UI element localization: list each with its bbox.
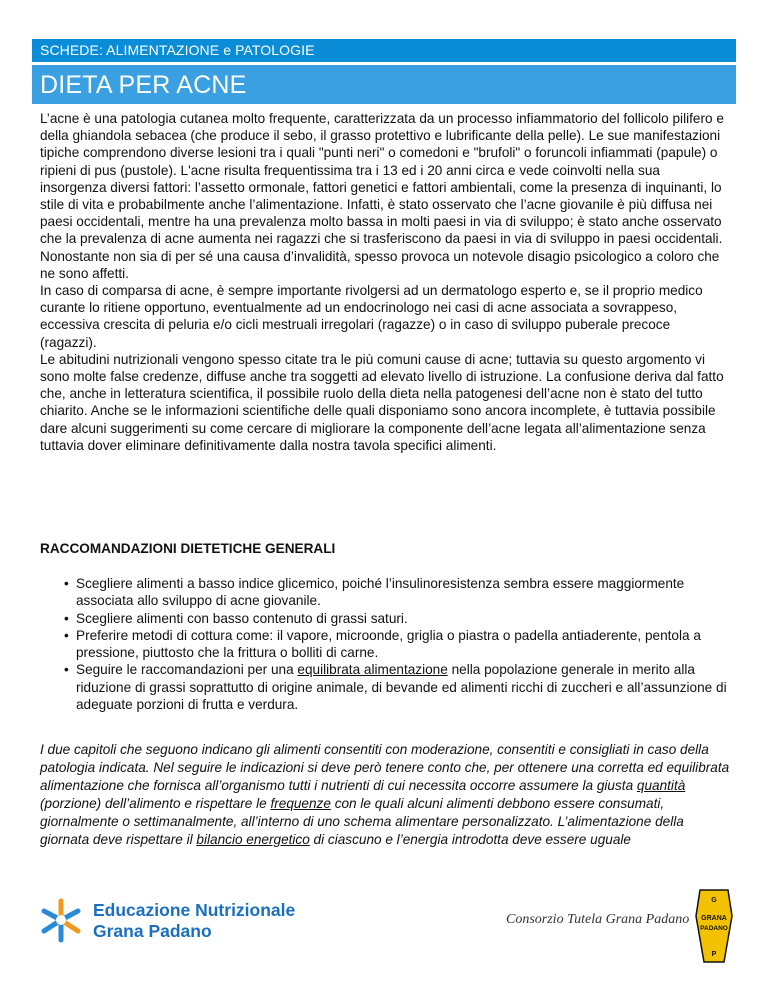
section-title: RACCOMANDAZIONI DIETETICHE GENERALI bbox=[40, 541, 336, 556]
recommendations-list bbox=[64, 575, 730, 713]
grana-padano-seal-icon bbox=[694, 886, 734, 966]
svg-text:PADANO: PADANO bbox=[700, 925, 728, 932]
intro-paragraph-2: Nonostante non sia di per sé una causa d’invalidità, spesso provoca un notevole disagio psicologico a coloro che ne sono affetti. bbox=[40, 248, 720, 281]
svg-text:P: P bbox=[711, 951, 717, 958]
frequenze-link[interactable]: frequenze bbox=[270, 796, 331, 811]
page-title: DIETA PER ACNE bbox=[40, 71, 247, 99]
equilibrata-alimentazione-link[interactable]: equilibrata alimentazione bbox=[297, 662, 448, 678]
svg-text:GRANA: GRANA bbox=[701, 915, 727, 922]
list-item-text: Seguire le raccomandazioni per una bbox=[76, 662, 298, 678]
quantita-link[interactable]: quantità bbox=[636, 778, 686, 793]
note-paragraph bbox=[40, 741, 730, 849]
note-text: I due capitoli che seguono indicano gli alimenti consentiti con moderazione, consentiti e consigliati in caso della patologia indicata. Nel seguire le indicazioni si deve però tenere conto che, per ottenere una corretta ed equilibrata alimentazione che fornisca all’organismo tutti i nutrienti di cui necessita occorre assumere la giusta bbox=[40, 742, 730, 793]
bullet-icon: • bbox=[64, 627, 69, 643]
category-label: SCHEDE: ALIMENTAZIONE e PATOLOGIE bbox=[40, 42, 315, 58]
list-item-text: nella popolazione generale in merito alla riduzione di grassi soprattutto di origine animale, di bevande ed alimenti ricchi di zuccheri e all’assunzione di adeguate porzioni di frutta e verdura. bbox=[76, 662, 727, 713]
bullet-icon: • bbox=[64, 610, 69, 626]
title-band bbox=[32, 65, 736, 104]
bullet-icon: • bbox=[64, 662, 69, 678]
intro-paragraph-3: In caso di comparsa di acne, è sempre importante rivolgersi ad un dermatologo esperto e, se il proprio medico curante lo ritiene opportuno, eventualmente ad un endocrinologo nei casi di acne associata a sovrappeso, eccessiva crescita di peluria e/o cicli mestruali irregolari (ragazze) o in caso di sviluppo puberale precoce (ragazzi). bbox=[40, 283, 703, 350]
note-text: con le quali alcuni alimenti debbono essere consumati, giornalmente o settimanalmente, all’interno di uno schema alimentare personalizzato. L’alimentazione della giornata deve rispettare il bbox=[40, 796, 684, 847]
list-item-text: Scegliere alimenti a basso indice glicemico, poiché l’insulinoresistenza sembra essere maggiormente associata allo sviluppo di acne giovanile. bbox=[76, 576, 685, 609]
note-text: di ciascuno e l’energia introdotta deve essere uguale bbox=[309, 832, 631, 847]
bullet-icon: • bbox=[64, 576, 69, 591]
intro-text bbox=[40, 110, 730, 454]
intro-paragraph-4: Le abitudini nutrizionali vengono spesso citate tra le più comuni cause di acne; tuttavia su questo argomento vi sono molte false credenze, diffuse anche tra soggetti ad elevato livello di istruzione. La confusione deriva dal fatto che, anche in letteratura scientifica, il possibile ruolo della dieta nella patogenesi dell’acne non è stato del tutto chiarito. Anche se le informazioni scientifiche delle quali disponiamo sono ancora incomplete, è tuttavia possibile dare alcuni suggerimenti su come cercare di migliorare la componente dell’acne legata all’alimentazione senza tuttavia dover eliminare definitivamente dalla nostra tavola specifici alimenti. bbox=[40, 351, 724, 453]
list-item bbox=[64, 661, 730, 713]
snowflake-logo-icon bbox=[36, 895, 86, 945]
category-band bbox=[32, 39, 736, 62]
list-item bbox=[64, 627, 730, 662]
svg-text:G: G bbox=[711, 897, 717, 904]
list-item bbox=[64, 575, 730, 610]
list-item-text: Preferire metodi di cottura come: il vapore, microonde, griglia o piastra o padella antiaderente, pentola a pressione, piuttosto che la frittura o bolliti di carne. bbox=[76, 627, 701, 661]
list-item bbox=[64, 610, 730, 627]
note-text: (porzione) dell’alimento e rispettare le bbox=[40, 796, 271, 811]
intro-paragraph-1: L’acne è una patologia cutanea molto frequente, caratterizzata da un processo infiammatorio del follicolo pilifero e della ghiandola sebacea (che produce il sebo, il grasso protettivo e lubrificante della pelle). Le sue manifestazioni tipiche comprendono diverse lesioni tra i quali "punti neri" o comedoni e "brufoli" o foruncoli infiammati (papule) o ripieni di pus (pustole). L'acne risulta frequentissima tra i 13 ed i 20 anni circa e vede coinvolti nella sua insorgenza diversi fattori: l’assetto ormonale, fattori genetici e fattori ambientali, come la presenza di inquinanti, lo stile di vita e probabilmente anche l’alimentazione. Infatti, è stato osservato che l’acne giovanile è più diffusa nei paesi occidentali, mentre ha una prevalenza molto bassa in molti paesi in via di sviluppo; è stato anche osservato che la prevalenza di acne aumenta nei ragazzi che si trasferiscono da paesi in via di sviluppo in paesi occidentali. bbox=[40, 111, 724, 247]
consortium-signature: Consorzio Tutela Grana Padano bbox=[506, 912, 690, 927]
bilancio-energetico-link[interactable]: bilancio energetico bbox=[196, 832, 310, 847]
list-item-text: Scegliere alimenti con basso contenuto di grassi saturi. bbox=[76, 610, 408, 626]
brand-name-secondary: Grana Padano bbox=[93, 921, 212, 941]
brand-name: Educazione Nutrizionale bbox=[93, 900, 296, 920]
